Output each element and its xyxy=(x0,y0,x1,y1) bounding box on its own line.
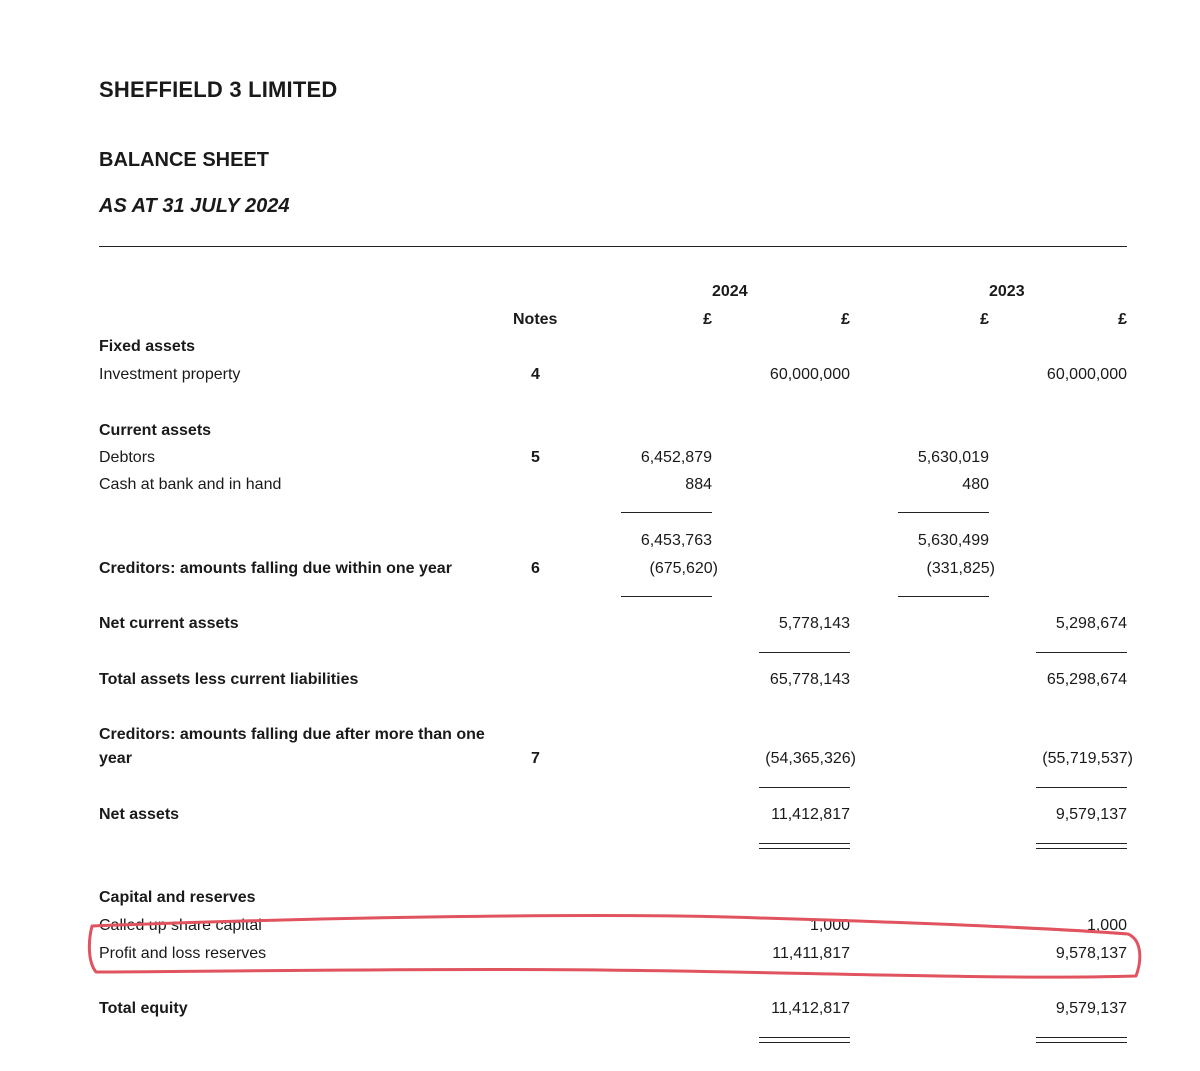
investment-property-label: Investment property xyxy=(99,366,241,383)
net-assets-label: Net assets xyxy=(99,806,180,823)
net-assets-double-rule-2023 xyxy=(1036,843,1127,849)
profit-loss-label: Profit and loss reserves xyxy=(99,945,267,962)
fixed-assets-heading: Fixed assets xyxy=(99,338,196,355)
creditors-rule-2023 xyxy=(898,596,989,597)
notes-header: Notes xyxy=(513,311,558,328)
net-assets-double-rule-2024 xyxy=(759,843,850,849)
profit-loss-2023: 9,578,137 xyxy=(1055,945,1127,962)
debtors-label: Debtors xyxy=(99,449,156,466)
year-2024-header: 2024 xyxy=(712,283,748,300)
creditors-within-year-2024: (675,620) xyxy=(649,560,718,577)
creditors-after-year-2024: (54,365,326) xyxy=(765,750,856,767)
total-equity-double-rule-2024 xyxy=(759,1037,850,1043)
net-current-assets-label: Net current assets xyxy=(99,615,239,632)
net-assets-2024: 11,412,817 xyxy=(771,806,850,823)
currency-2023-total: £ xyxy=(1118,311,1127,328)
currency-2024-sub: £ xyxy=(703,311,712,328)
cash-2024: 884 xyxy=(685,476,712,493)
company-name: SHEFFIELD 3 LIMITED xyxy=(99,77,338,102)
nca-rule-2023 xyxy=(1036,652,1127,653)
share-capital-label: Called up share capital xyxy=(99,917,262,934)
subtotal-rule-2024 xyxy=(621,512,712,513)
current-assets-subtotal-2023: 5,630,499 xyxy=(917,532,989,549)
debtors-2024: 6,452,879 xyxy=(640,449,712,466)
debtors-note: 5 xyxy=(531,449,540,466)
total-equity-2024: 11,412,817 xyxy=(771,1000,850,1017)
creditors-after-year-2023: (55,719,537) xyxy=(1042,750,1133,767)
capital-reserves-heading: Capital and reserves xyxy=(99,889,256,906)
creditors-after-rule-2024 xyxy=(759,787,850,788)
header-rule xyxy=(99,246,1127,247)
year-2023-header: 2023 xyxy=(989,283,1025,300)
total-equity-double-rule-2023 xyxy=(1036,1037,1127,1043)
net-current-assets-2023: 5,298,674 xyxy=(1055,615,1127,632)
current-assets-heading: Current assets xyxy=(99,422,212,439)
share-capital-2024: 1,000 xyxy=(809,917,850,934)
statement-title: BALANCE SHEET xyxy=(99,149,270,171)
total-equity-2023: 9,579,137 xyxy=(1055,1000,1127,1017)
profit-loss-2024: 11,411,817 xyxy=(772,945,850,962)
investment-property-2023: 60,000,000 xyxy=(1046,366,1127,383)
creditors-after-year-label-line2: year xyxy=(99,750,132,767)
net-current-assets-2024: 5,778,143 xyxy=(778,615,850,632)
subtotal-rule-2023 xyxy=(898,512,989,513)
creditors-after-year-note: 7 xyxy=(531,750,540,767)
creditors-within-year-label: Creditors: amounts falling due within one year xyxy=(99,560,452,577)
statement-date: AS AT 31 JULY 2024 xyxy=(99,195,290,217)
total-assets-less-cl-2024: 65,778,143 xyxy=(769,671,850,688)
debtors-2023: 5,630,019 xyxy=(917,449,989,466)
nca-rule-2024 xyxy=(759,652,850,653)
cash-2023: 480 xyxy=(962,476,989,493)
creditors-rule-2024 xyxy=(621,596,712,597)
net-assets-2023: 9,579,137 xyxy=(1055,806,1127,823)
creditors-after-year-label-line1: Creditors: amounts falling due after more than one xyxy=(99,726,485,743)
total-assets-less-cl-2023: 65,298,674 xyxy=(1046,671,1127,688)
cash-label: Cash at bank and in hand xyxy=(99,476,282,493)
currency-2023-sub: £ xyxy=(980,311,989,328)
currency-2024-total: £ xyxy=(841,311,850,328)
creditors-within-year-note: 6 xyxy=(531,560,540,577)
total-equity-label: Total equity xyxy=(99,1000,188,1017)
creditors-after-rule-2023 xyxy=(1036,787,1127,788)
total-assets-less-cl-label: Total assets less current liabilities xyxy=(99,671,359,688)
share-capital-2023: 1,000 xyxy=(1086,917,1127,934)
investment-property-note: 4 xyxy=(531,366,540,383)
investment-property-2024: 60,000,000 xyxy=(769,366,850,383)
creditors-within-year-2023: (331,825) xyxy=(926,560,995,577)
current-assets-subtotal-2024: 6,453,763 xyxy=(640,532,712,549)
